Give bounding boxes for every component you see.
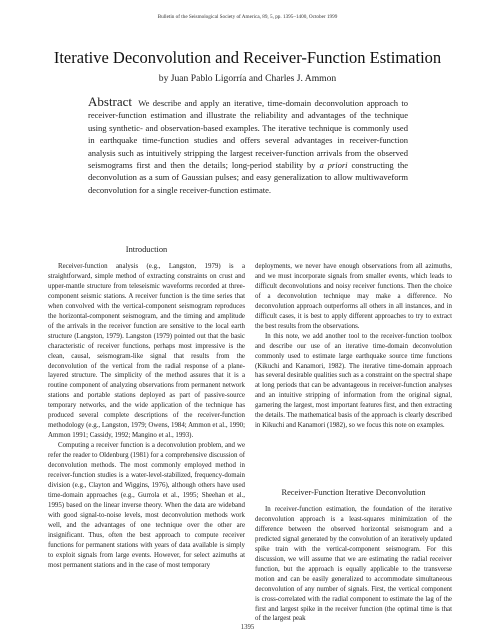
abstract: [88, 96, 408, 196]
paper-authors: by Juan Pablo Ligorría and Charles J. Ammon: [158, 73, 337, 84]
right-column: [255, 262, 452, 431]
abstract-italic: a priori: [319, 160, 348, 171]
abstract-text-part1: We describe and apply an iterative, time-domain deconvolution approach to receiver-function estimation and illustrate the reliability and advantages of the technique using synthetic- and observation-based examples. The iterative technique is commonly used in earthquake time-function studies and offers several advantages in receiver-function analysis such as intuitively stripping the largest receiver-function arrivals from the observed seismograms first and then the details; long-period stability by: [88, 98, 409, 171]
section-heading-introduction: Introduction: [125, 245, 168, 254]
page-number: 1395: [240, 624, 255, 631]
abstract-text-part2: constructing the deconvolution as a sum of Gaussian pulses; and easy generalization to allow multiwaveform deconvolution for a single receiver-function estimate.: [88, 160, 409, 195]
intro-paragraph-3: In this note, we add another tool to the receiver-function toolbox and describe our use of an iterative time-domain deconvolution commonly used to estimate large earthquake source time functions (Kikuchi and Kanamori, 1982). The iterative time-domain approach has several desirable qualities such as a constraint on the spectral shape at long periods that can be advantageous in receiver-function analyses and an intuitive stripping of information from the original signal, garnering the largest, most important features first, and then extracting the details. The mathematical basis of the approach is clearly described in Kikuchi and Kanamori (1982), so we focus this note on examples.: [255, 332, 452, 430]
section-heading-rf-iterative: Receiver-Function Iterative Deconvolution: [281, 488, 426, 497]
abstract-label: Abstract: [88, 94, 133, 109]
right-column-lower: [255, 505, 452, 624]
journal-header: Bulletin of the Seismological Society of America, 89, 5, pp. 1395–1400, October 1999: [157, 14, 338, 20]
left-column: [48, 262, 245, 571]
paper-title: Iterative Deconvolution and Receiver-Function Estimation: [53, 48, 442, 67]
intro-paragraph-2: Computing a receiver function is a deconvolution problem, and we refer the reader to Oldenburg (1981) for a comprehensive discussion of deconvolution methods. The most commonly employed method in receiver-function studies is a water-level-stabilized, frequency-domain division (e.g., Clayton and Wiggins, 1976), although others have used time-domain approaches (e.g., Gurrola et al., 1995; Sheehan et al., 1995) based on the linear inverse theory. When the data are wideband with good signal-to-noise levels, most deconvolution methods work well, and the advantages of one technique over the other are insignificant. Thus, often the best approach to compute receiver functions for permanent stations with years of data available is simply to exploit signals from large events. However, for select azimuths at most permanent stations and in the case of most temporary: [48, 442, 245, 569]
intro-paragraph-continued: deployments, we never have enough observations from all azimuths, and we must incorporate signals from smaller events, which leads to difficult deconvolutions and noisy receiver functions. Then the choice of a deconvolution technique may make a difference. No deconvolution approach outperforms all others in all instances, and in difficult cases, it is best to apply different approaches to try to extract the best results from the observations.: [255, 263, 452, 330]
rf-paragraph-1: In receiver-function estimation, the foundation of the iterative deconvolution approach is a least-squares minimization of the difference between the observed horizontal seismogram and a predicted signal generated by the convolution of an iteratively updated spike train with the vertical-component seismogram. For this discussion, we will assume that we are estimating the radial receiver function, but the approach is equally applicable to the transverse motion and can be easily generalized to accommodate simultaneous deconvolution of any number of signals. First, the vertical component is cross-correlated with the radial component to estimate the lag of the first and largest spike in the receiver function (the optimal time is that of the largest peak: [255, 506, 452, 623]
intro-paragraph-1: Receiver-function analysis (e.g., Langston, 1979) is a straightforward, simple method of extracting constraints on crust and upper-mantle structure from teleseismic waveforms recorded at three-component seismic stations. A receiver function is the time series that when convolved with the vertical-component seismogram reproduces the horizontal-component seismogram, and the timing and amplitude of the arrivals in the receiver function are sensitive to the local earth structure (Langston, 1979). Langston (1979) pointed out that the basic characteristic of receiver functions, perhaps most impressive is the clean, causal, seismogram-like signal that results from the deconvolution of the vertical from the radial response of a plane-layered structure. The simplicity of the method assures that it is a routine component of analyzing observations from permanent network stations and portable stations deployed as part of passive-source temporary networks, and the wide application of the technique has produced several complete descriptions of the receiver-function methodology (e.g., Langston, 1979; Owens, 1984; Ammon et al., 1990; Ammon 1991; Cassidy, 1992; Mangino et al., 1993).: [48, 263, 245, 440]
